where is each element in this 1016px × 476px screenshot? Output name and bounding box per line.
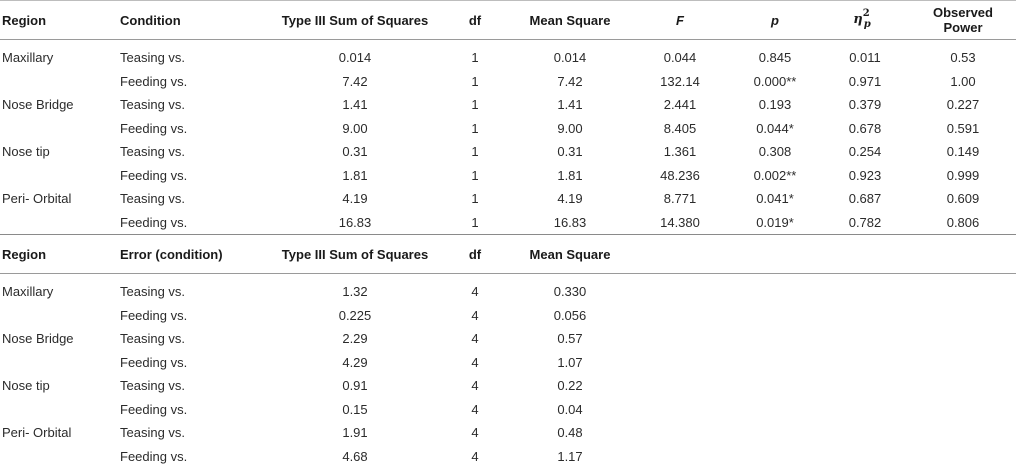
- cell-condition: Teasing vs.: [120, 144, 186, 160]
- cell-mean-square: 0.31: [557, 144, 583, 160]
- cell-condition: Feeding vs.: [120, 167, 188, 183]
- cell-region: Peri- Orbital: [2, 425, 72, 441]
- cell-mean-square: 9.00: [557, 120, 583, 136]
- header-error-condition: Error (condition): [118, 235, 270, 274]
- empty-cell: [630, 374, 1016, 398]
- cell-mean-square: 0.48: [557, 425, 583, 441]
- cell-p: 0.308: [758, 144, 792, 160]
- cell-f: 1.361: [663, 144, 697, 160]
- cell-region: Nose Bridge: [2, 331, 74, 347]
- cell-mean-square: 0.57: [557, 331, 583, 347]
- cell-observed-power: 0.806: [946, 214, 980, 230]
- header-empty-p: [730, 235, 820, 274]
- cell-partial-eta-squared: 0.254: [848, 144, 882, 160]
- cell-sum-of-squares: 2.29: [342, 331, 368, 347]
- cell-sum-of-squares: 0.91: [342, 378, 368, 394]
- cell-mean-square: 1.81: [557, 167, 583, 183]
- table-row: [0, 164, 1016, 188]
- cell-mean-square: 0.22: [557, 378, 583, 394]
- header-df: df: [440, 1, 510, 40]
- cell-mean-square: 4.19: [557, 191, 583, 207]
- table-row: [0, 304, 1016, 328]
- table-row: [0, 93, 1016, 117]
- cell-observed-power: 0.999: [946, 167, 980, 183]
- cell-observed-power: 0.591: [946, 120, 980, 136]
- table-row: [0, 140, 1016, 164]
- cell-region: Nose Bridge: [2, 97, 74, 113]
- cell-sum-of-squares: 1.32: [342, 284, 368, 300]
- cell-partial-eta-squared: 0.971: [848, 73, 882, 89]
- header-empty-f: [630, 235, 730, 274]
- cell-f: 14.380: [660, 214, 700, 230]
- cell-df: 4: [471, 307, 479, 323]
- empty-cell: [630, 398, 1016, 422]
- cell-region: [0, 351, 118, 375]
- cell-sum-of-squares: 4.29: [342, 354, 368, 370]
- cell-f: 48.236: [660, 167, 700, 183]
- table-row: [0, 351, 1016, 375]
- cell-sum-of-squares: 4.19: [342, 191, 368, 207]
- cell-observed-power: 0.609: [946, 191, 980, 207]
- header-region: Region: [0, 235, 118, 274]
- header-mean-square: Mean Square: [510, 235, 630, 274]
- cell-sum-of-squares: 0.225: [338, 307, 372, 323]
- cell-region: Nose tip: [2, 378, 50, 394]
- cell-region: [0, 211, 118, 235]
- table-row: [0, 374, 1016, 398]
- cell-condition: Teasing vs.: [120, 97, 186, 113]
- cell-df: 1: [471, 97, 479, 113]
- table-row: [0, 46, 1016, 70]
- cell-df: 1: [471, 120, 479, 136]
- cell-p: 0.019*: [756, 214, 794, 230]
- cell-mean-square: 1.07: [557, 354, 583, 370]
- cell-df: 1: [471, 214, 479, 230]
- cell-partial-eta-squared: 0.687: [848, 191, 882, 207]
- table-row: [0, 327, 1016, 351]
- cell-sum-of-squares: 16.83: [338, 214, 372, 230]
- cell-region: [0, 304, 118, 328]
- table-row: [0, 70, 1016, 94]
- empty-cell: [630, 421, 1016, 445]
- table-row: [0, 445, 1016, 469]
- header-observed-power: Observed Power: [910, 1, 1016, 40]
- eta-subscript: p: [863, 18, 871, 30]
- cell-f: 132.14: [660, 73, 700, 89]
- cell-f: 0.044: [663, 50, 697, 66]
- cell-mean-square: 0.056: [553, 307, 587, 323]
- cell-sum-of-squares: 0.15: [342, 401, 368, 417]
- cell-f: 2.441: [663, 97, 697, 113]
- eta-superscript: 2: [862, 8, 870, 20]
- cell-sum-of-squares: 1.81: [342, 167, 368, 183]
- empty-cell: [630, 327, 1016, 351]
- cell-df: 1: [471, 167, 479, 183]
- cell-df: 4: [471, 354, 479, 370]
- cell-condition: Teasing vs.: [120, 331, 186, 347]
- cell-region: [0, 398, 118, 422]
- cell-mean-square: 0.014: [553, 50, 587, 66]
- cell-condition: Feeding vs.: [120, 120, 188, 136]
- cell-condition: Feeding vs.: [120, 354, 188, 370]
- cell-df: 4: [471, 425, 479, 441]
- cell-df: 4: [471, 448, 479, 464]
- cell-df: 1: [471, 144, 479, 160]
- header-mean-square: Mean Square: [510, 1, 630, 40]
- cell-condition: Feeding vs.: [120, 214, 188, 230]
- cell-region: Peri- Orbital: [2, 191, 72, 207]
- table-row: [0, 398, 1016, 422]
- cell-partial-eta-squared: 0.782: [848, 214, 882, 230]
- cell-sum-of-squares: 7.42: [342, 73, 368, 89]
- cell-df: 1: [471, 73, 479, 89]
- table-row: [0, 421, 1016, 445]
- table2-header-row: [0, 235, 1016, 274]
- cell-partial-eta-squared: 0.379: [848, 97, 882, 113]
- cell-p: 0.845: [758, 50, 792, 66]
- cell-sum-of-squares: 4.68: [342, 448, 368, 464]
- header-sum-of-squares: Type III Sum of Squares: [270, 235, 440, 274]
- cell-p: 0.041*: [756, 191, 794, 207]
- cell-mean-square: 1.41: [557, 97, 583, 113]
- cell-condition: Teasing vs.: [120, 50, 186, 66]
- header-partial-eta-squared: [820, 1, 910, 40]
- cell-condition: Teasing vs.: [120, 284, 186, 300]
- cell-mean-square: 0.04: [557, 401, 583, 417]
- cell-mean-square: 7.42: [557, 73, 583, 89]
- eta-symbol: η: [853, 12, 863, 28]
- cell-mean-square: 16.83: [553, 214, 587, 230]
- cell-sum-of-squares: 1.91: [342, 425, 368, 441]
- cell-df: 4: [471, 331, 479, 347]
- cell-observed-power: 0.53: [950, 50, 976, 66]
- cell-observed-power: 0.149: [946, 144, 980, 160]
- table-row: [0, 280, 1016, 304]
- header-condition: Condition: [118, 1, 270, 40]
- cell-partial-eta-squared: 0.011: [849, 50, 881, 66]
- cell-region: [0, 445, 118, 469]
- cell-df: 1: [471, 191, 479, 207]
- cell-condition: Teasing vs.: [120, 378, 186, 394]
- cell-df: 1: [471, 50, 479, 66]
- header-p: p: [730, 1, 820, 40]
- cell-mean-square: 1.17: [557, 448, 583, 464]
- header-empty-power: [910, 235, 1016, 274]
- cell-observed-power: 0.227: [946, 97, 980, 113]
- cell-region: [0, 117, 118, 141]
- empty-cell: [630, 351, 1016, 375]
- cell-p: 0.044*: [756, 120, 794, 136]
- cell-df: 4: [471, 284, 479, 300]
- cell-p: 0.193: [758, 97, 792, 113]
- cell-condition: Teasing vs.: [120, 425, 186, 441]
- cell-p: 0.002**: [753, 167, 797, 183]
- cell-partial-eta-squared: 0.923: [848, 167, 882, 183]
- cell-sum-of-squares: 0.31: [342, 144, 368, 160]
- cell-partial-eta-squared: 0.678: [848, 120, 882, 136]
- cell-condition: Feeding vs.: [120, 73, 188, 89]
- cell-region: [0, 70, 118, 94]
- table-row: [0, 211, 1016, 235]
- cell-observed-power: 1.00: [950, 73, 976, 89]
- cell-region: Maxillary: [2, 284, 54, 300]
- cell-p: 0.000**: [753, 73, 797, 89]
- header-sum-of-squares: Type III Sum of Squares: [270, 1, 440, 40]
- header-region: Region: [0, 1, 118, 40]
- cell-condition: Feeding vs.: [120, 401, 188, 417]
- cell-region: Maxillary: [2, 50, 54, 66]
- cell-mean-square: 0.330: [553, 284, 587, 300]
- cell-f: 8.405: [663, 120, 697, 136]
- cell-sum-of-squares: 9.00: [342, 120, 368, 136]
- cell-df: 4: [471, 378, 479, 394]
- cell-df: 4: [471, 401, 479, 417]
- empty-cell: [630, 445, 1016, 469]
- table-row: [0, 187, 1016, 211]
- cell-region: Nose tip: [2, 144, 50, 160]
- cell-condition: Teasing vs.: [120, 191, 186, 207]
- cell-condition: Feeding vs.: [120, 307, 188, 323]
- cell-f: 8.771: [663, 191, 697, 207]
- cell-condition: Feeding vs.: [120, 448, 188, 464]
- cell-sum-of-squares: 0.014: [338, 50, 372, 66]
- header-df: df: [440, 235, 510, 274]
- empty-cell: [630, 280, 1016, 304]
- cell-sum-of-squares: 1.41: [342, 97, 368, 113]
- header-empty-eta: [820, 235, 910, 274]
- cell-region: [0, 164, 118, 188]
- table1-header-row: [0, 1, 1016, 40]
- table-row: [0, 117, 1016, 141]
- header-f: F: [630, 1, 730, 40]
- empty-cell: [630, 304, 1016, 328]
